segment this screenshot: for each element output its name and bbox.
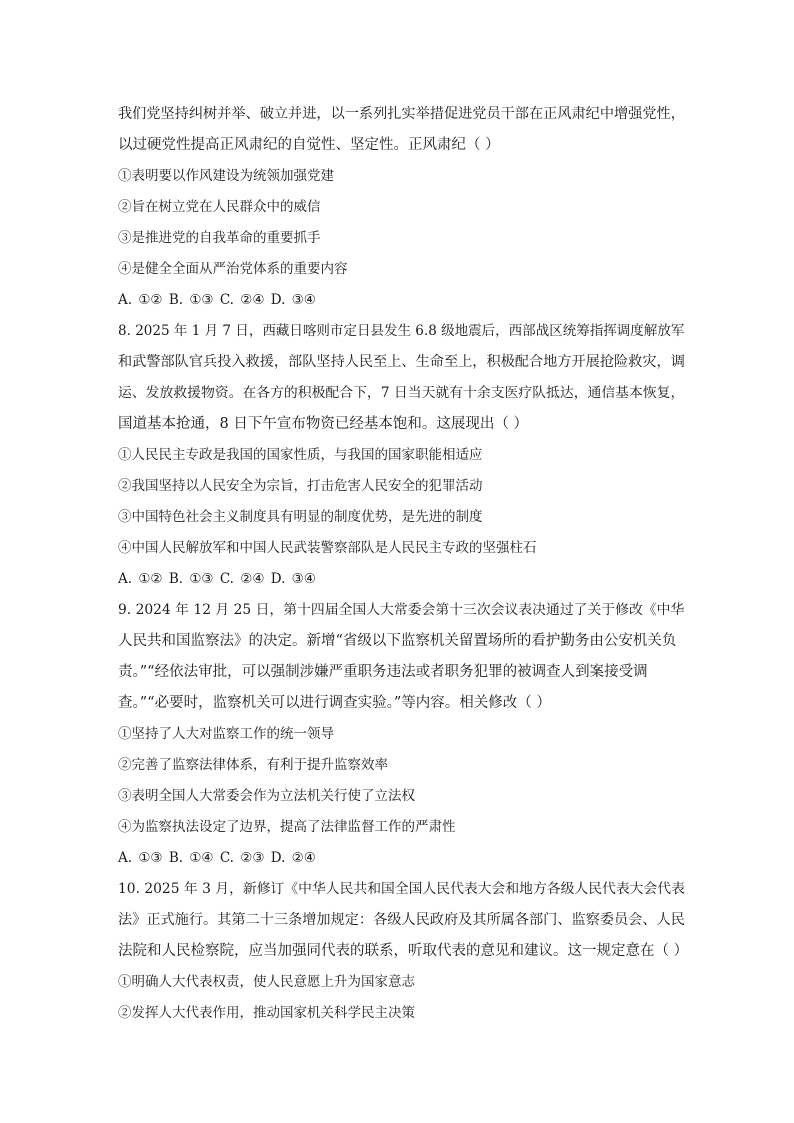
answer-choices: A. ①② B. ①③ C. ②④ D. ③④ xyxy=(118,292,316,308)
question-stem-line: 以过硬党性提高正风肃纪的自觉性、坚定性。正风肃纪（ ） xyxy=(118,137,500,153)
option-2: ②旨在树立党在人民群众中的威信 xyxy=(118,199,321,215)
question-stem-line: 法》正式施行。其第二十三条增加规定：各级人民政府及其所属各部门、监察委员会、人民 xyxy=(118,912,685,928)
question-8 xyxy=(118,316,688,595)
question-stem-line: 查。”“必要时，监察机关可以进行调查实验。”等内容。相关修改（ ） xyxy=(118,695,551,711)
option-1: ①人民民主专政是我国的国家性质，与我国的国家职能相适应 xyxy=(118,447,483,463)
option-1: ①坚持了人大对监察工作的统一领导 xyxy=(118,726,334,742)
option-4: ④为监察执法设定了边界，提高了法律监督工作的严肃性 xyxy=(118,819,456,835)
question-stem-line: 和武警部队官兵投入救援，部队坚持人民至上、生命至上，积极配合地方开展抢险救灾，调 xyxy=(118,354,685,370)
option-3: ③中国特色社会主义制度具有明显的制度优势，是先进的制度 xyxy=(118,509,483,525)
option-4: ④是健全全面从严治党体系的重要内容 xyxy=(118,261,348,277)
question-10 xyxy=(118,874,688,1029)
option-2: ②发挥人大代表作用，推动国家机关科学民主决策 xyxy=(118,1005,415,1021)
question-stem-line: 我们党坚持纠树并举、破立并进，以一系列扎实举措促进党员干部在正风肃纪中增强党性， xyxy=(118,106,685,122)
question-7 xyxy=(118,99,688,316)
question-stem-line: 责。”“经依法审批，可以强制涉嫌严重职务违法或者职务犯罪的被调查人到案接受调 xyxy=(118,664,648,680)
option-2: ②完善了监察法律体系，有利于提升监察效率 xyxy=(118,757,388,773)
option-1: ①表明要以作风建设为统领加强党建 xyxy=(118,168,334,184)
option-2: ②我国坚持以人民安全为宗旨，打击危害人民安全的犯罪活动 xyxy=(118,478,483,494)
option-3: ③表明全国人大常委会作为立法机关行使了立法权 xyxy=(118,788,415,804)
question-9 xyxy=(118,595,688,874)
question-stem-line: 10. 2025 年 3 月，新修订《中华人民共和国全国人民代表大会和地方各级人民代表大会代表 xyxy=(118,881,685,897)
question-stem-line: 法院和人民检察院，应当加强同代表的联系，听取代表的意见和建议。这一规定意在（ ） xyxy=(118,943,689,959)
question-stem-line: 国道基本抢通，8 日下午宣布物资已经基本饱和。这展现出（ ） xyxy=(118,416,528,432)
answer-choices: A. ①③ B. ①④ C. ②③ D. ②④ xyxy=(118,850,316,866)
option-3: ③是推进党的自我革命的重要抓手 xyxy=(118,230,321,246)
question-stem-line: 人民共和国监察法》的决定。新增“省级以下监察机关留置场所的看护勤务由公安机关负 xyxy=(118,633,677,649)
exam-page xyxy=(118,99,688,1029)
answer-choices: A. ①② B. ①③ C. ②④ D. ③④ xyxy=(118,571,316,587)
question-stem-line: 9. 2024 年 12 月 25 日，第十四届全国人大常委会第十三次会议表决通过了关于修改《中华 xyxy=(118,602,685,618)
question-stem-line: 运、发放救援物资。在各方的积极配合下，7 日当天就有十余支医疗队抵达，通信基本恢复， xyxy=(118,385,685,401)
option-1: ①明确人大代表权责，使人民意愿上升为国家意志 xyxy=(118,974,415,990)
question-stem-line: 8. 2025 年 1 月 7 日，西藏日喀则市定日县发生 6.8 级地震后，西部战区统筹指挥调度解放军 xyxy=(118,323,685,339)
option-4: ④中国人民解放军和中国人民武装警察部队是人民民主专政的坚强柱石 xyxy=(118,540,537,556)
